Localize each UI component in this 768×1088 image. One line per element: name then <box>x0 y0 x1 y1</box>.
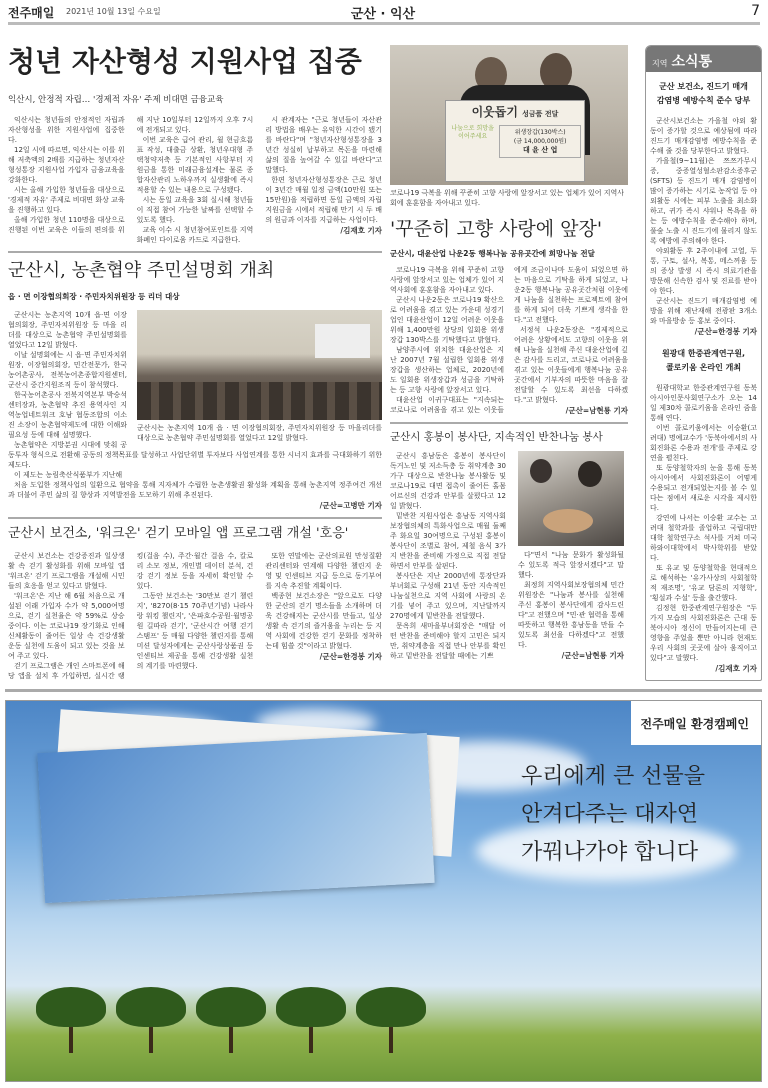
sidebar-item1-byline: /군산=한경봉 기자 <box>694 327 757 336</box>
paragraph: 문옥희 새마을부녀회장은 "매달 어떤 반찬을 준비해야 할지 고민은 되지만, 취약계층을 직접 만나 안부를 확인하고 밑반찬을 전달할 때에는 기쁘 <box>390 622 506 660</box>
article2-byline: /군산=고병만 기자 <box>319 501 382 510</box>
sidebar-item1-body <box>646 116 761 337</box>
left-column <box>8 45 382 681</box>
environment-campaign-ad <box>5 700 762 1082</box>
article5-body-col2-wrap <box>518 451 624 661</box>
paragraph: 최정희 지역사회보장협의체 민간위원장은 "나눔과 봉사를 실천해 주신 홍봉이 봉사단에게 감사드린다"고 전했으며 "민·관 협력을 통해 따뜻하고 행복한 흥남동을 만들 수 있도록 최선을 다하겠다"고 전했다. <box>518 581 624 649</box>
article5-body-col1 <box>390 451 506 661</box>
paragraph: 익산시는 청년들의 안정적인 자립과 자산형성을 위한 지원사업에 집중한다. <box>8 116 125 144</box>
article1-byline: /김재호 기자 <box>340 226 382 235</box>
paragraph: 봉사단은 지난 2000년에 통장단과 부녀회로 구성해 21년 동안 지속적인 나눔실천으로 지역 사회에 사랑의 온기를 넣어 주고 있으며, 지난달까지 270명에게 밑반찬을 전달했다. <box>390 572 506 620</box>
paragraph: 백종현 보건소장은 "앞으로도 다양한 군산의 걷기 명소들을 소개하며 더욱 건강해지는 군산시를 만들고, 일상생활 속 걷기의 즐거움을 누리는 등 지역 사회에 건강한 걷기 문화를 정착하는데 힘쓸 것"이라고 밝혔다. <box>265 592 382 650</box>
article2-photo-caption: 군산시는 농촌지역 10개 읍 · 면 이장협의회장, 주민자치위원장 등 마을리더를 대상으로 농촌협약 주민설명회를 열었다고 12일 밝혔다. <box>137 424 382 442</box>
paragraph: '워크온'은 지난 해 6월 처음으로 개설된 이래 가입자 수가 약 5,000여명으로, 걷기 실천율은 약 59%로 상승중이다. 이는 코로나19 장기화로 인해 신체활동이 줄어든 일상 속 건강생활 운동 실천에 도움이 되고 있는 것을 보여 주고 있다. <box>8 592 125 660</box>
person <box>530 459 552 483</box>
ad-slogan-line3: 가꿔나가야 합니다 <box>521 840 699 865</box>
article4-photo-donation <box>390 45 628 185</box>
article4-subheadline: 군산시, 대윤산업 나운2동 행복나눔 공유곳간에 희망나눔 전달 <box>390 249 595 258</box>
sidebar-label: 지역 <box>652 59 668 68</box>
paragraph: 시는 동일 교육을 3회 실시해 청년들이 직접 참여 가능한 날짜를 선택할 수 있도록 했다. <box>136 196 254 224</box>
article4-byline: /군산=남현룡 기자 <box>565 406 628 415</box>
article1-body <box>8 115 382 245</box>
paragraph: 대윤산업 이귀구대표는 "지속되는 코로나로 어려움을 겪고 있는 이웃들에게 조금이나마 도움이 되었으면 하는 마음으로 기탁을 하게 되었고, 나운2동 행복나눔 공유곳간처럼 이웃에게 나눔을 실천하는 프로젝트에 참여를 하게 되어 더욱 기쁘게 생각을 한다."고 전했다. <box>390 266 628 414</box>
paragraph: 시는 올해 가입한 청년들을 대상으로 '경제적 자유' 주제로 비대면 화상 교육을 진행하고 있다. <box>8 186 125 214</box>
paragraph: 강연에 나서는 이승환 교수는 고려대 철학과를 졸업하고 국립대만대학 철학연구소 석사를 거쳐 미국 하와이대학에서 박사학위를 받았다. <box>650 514 757 562</box>
paragraph: 야외활동 후 2주이내에 고열, 두통, 구토, 설사, 복통, 메스꺼움 등의 증상 발생 시 즉시 의료기관을 방문해 신속한 검사 및 진료를 받아야 한다. <box>650 247 757 295</box>
tree-icon <box>116 987 186 1053</box>
paragraph: 또 유교 및 동양철학을 현대적으로 해석하는 '유가사상의 사회철학적 재조명', '유교 담론의 지형학', '횡설과 수설' 등을 출간했다. <box>650 564 757 602</box>
middle-column <box>388 45 628 661</box>
paragraph: 올해 가입한 청년 110명을 대상으로 진행된 이번 교육은 이들의 편의를 위해 지난 10일부터 12일까지 오후 7시에 전개되고 있다. <box>8 116 254 234</box>
paragraph: 코로나19 극복을 위해 꾸준히 고향 사랑에 앞장서고 있는 업체가 있어 지역사회에 훈훈함을 자아내고 있다. <box>390 266 504 294</box>
article4-body <box>390 265 628 416</box>
article4-headline: '꾸준히 고향 사랑에 앞장' <box>390 218 603 240</box>
article5-body-col2 <box>518 550 624 661</box>
paragraph: 군산시는 농촌지역 10개 읍·면 이장협의회장, 주민자치위원장 등 마을 리더를 대상으로 농촌협약 주민설명회를 열었다고 12일 밝혔다. <box>8 311 127 349</box>
local-news-sidebar <box>645 45 762 681</box>
sidebar-item1-title-line1: 군산 보건소, 진드기 매개 <box>659 82 748 91</box>
article1-headline: 청년 자산형성 지원사업 집중 <box>8 45 362 78</box>
bowl <box>543 509 593 533</box>
paragraph: 군산시 보건소는 건강증진과 일상생활 속 걷기 활성화를 위해 모바일 앱 '워크온' 걷기 프로그램을 개설해 시민들의 호응을 얻고 있다고 밝혔다. <box>8 552 125 590</box>
divider <box>8 251 382 253</box>
tree-icon <box>36 987 106 1053</box>
paragraph: 이번 교육은 급여 관리, 월 현금흐름표 작성, 대출금 상환, 청년우대형 주택청약저축 등 기본적인 사항부터 지원금을 통한 미래금융설계는 물론 종합자산관리 노하우까지 실생활에 즉시 적용할 수 있는 내용으로 구성됐다. <box>136 136 254 194</box>
ad-campaign-name: 전주매일 환경캠페인 <box>640 717 749 731</box>
paragraph: 시 관계자는 "근로 청년들이 자산관리 방법을 배우는 유익한 시간이 됐기를 바란다"며 "청년자산형성통장을 3년간 성실히 납부하고 목돈을 마련해 삶의 질을 높여갈 수 있길 바란다"고 말했다. <box>265 116 382 174</box>
paragraph: 다"면서 "나눔 문화가 활성화될 수 있도록 적극 앞장서겠다"고 말했다. <box>518 551 624 579</box>
divider <box>8 517 382 519</box>
sidebar-title: 소식통 <box>671 54 713 70</box>
sign-item: 위생장갑(130박스) <box>514 129 566 136</box>
paragraph: 이날 설명회에는 시 읍·면 주민자치위원장, 이장협의회장, 민간전문가, 한국농어촌공사, 전북농어촌종합지원센터, 군산시 중간지원조직 등이 참석했다. <box>8 351 127 389</box>
divider <box>390 422 628 424</box>
tree-icon <box>356 987 426 1053</box>
paragraph: 12일 시에 따르면, 익산시는 이를 위해 저축액의 2배를 지급하는 청년자산형성통장 지원사업 가입자 금융교육을 강화한다. <box>8 146 125 184</box>
issue-date: 2021년 10월 13일 수요일 <box>66 7 161 16</box>
sidebar-item2-title-line2: 콜로키움 온라인 개최 <box>665 363 742 372</box>
paragraph: 이번 콜로키움에서는 이승환(고려대) 명예교수가 '동북아에서의 사회진화론 수용과 전개'를 주제로 강연을 펼친다. <box>650 424 757 462</box>
article3-byline: /군산=한경봉 기자 <box>319 652 382 661</box>
tree-icon <box>196 987 266 1053</box>
paragraph: 군산시 흥남동은 홍봉이 봉사단이 독거노인 및 저소득층 등 취약계층 30가구 대상으로 반찬나눔 봉사활동 및 코로나19로 대면 접촉이 줄어든 홀몸 어르신의 건강과 안부를 살폈다고 12일 밝혔다. <box>390 452 506 510</box>
paragraph: 남양주시에 위치한 대윤산업은 지난 2007년 7월 설립한 일회용 위생장갑을 생산하는 업체로, 2020년에도 일회용 위생장갑과 성금을 기탁하는 등 고향 사랑에 앞장서고 있다. <box>390 346 504 394</box>
person <box>578 461 602 487</box>
donation-sign <box>445 100 585 182</box>
page-header <box>8 3 760 21</box>
article3-body <box>8 551 382 681</box>
paragraph: 또 동양철학자의 눈을 통해 동북아시아에서 사회진화론이 어떻게 수용되고 전개되었는지를 볼 수 있다는 점에서 새로운 시각을 제시한다. <box>650 464 757 512</box>
ad-slogan-line2: 안겨다주는 대자연 <box>521 802 699 827</box>
paragraph: 군산시 나운2동은 코로나19 확산으로 어려움을 겪고 있는 가운데 성경기업인 대윤산업이 12일 어려운 이웃을 위해 1,400만원 상당의 일회용 위생장갑 130박스를 기탁했다고 밝혔다. <box>390 296 504 344</box>
article1-subheadline: 익산시, 안정적 자립… '경제적 자유' 주제 비대면 금융교육 <box>8 95 224 105</box>
paragraph: 걷기 프로그램은 개인 스마트폰에 해당 앱을 설치 후 가입하면, 실시간 랭킹(걸음 수), 주간·월간 걸음 수, 칼로리 소모 정보, 개인별 데이터 분석, 건강 걷기 정보 등을 자세히 확인할 수 있다. <box>8 552 254 680</box>
paragraph: 서정석 나운2동장은 "경제적으로 어려운 상황에서도 고향의 이웃을 위해 나눔을 실천해 주신 대윤산업에 깊은 감사를 드리고, 코로나로 어려움을 겪고 있는 이웃들에게 행복나눔 공유곳간에서 기부자의 따뜻한 마음을 잘 전달할 수 있도록 최선을 다하겠다."고 밝혔다. <box>514 326 628 404</box>
header-rule <box>8 22 760 25</box>
sidebar-item2-byline: /김재호 기자 <box>715 664 757 673</box>
article3-headline: 군산시 보건소, '워크온' 걷기 모바일 앱 프로그램 개설 '호응' <box>8 526 349 541</box>
page-columns <box>8 45 762 681</box>
photo-card-sky <box>37 733 434 903</box>
paragraph: 또한 연말에는 군산의료원 만성질환관리센터와 연계해 다양한 챌린지 운영 및 인센티브 지급 등으로 동기부여를 지속 추진할 계획이다. <box>265 552 382 590</box>
masthead: 전주매일 <box>8 6 55 20</box>
paragraph: 처음 도입한 정책사업의 일환으로 협약을 통해 지자체가 수립한 농촌생활권 활성화 계획을 통해 농촌지역 정주여건 개선과 더불어 주민 삶의 질 향상과 지역발전을 도모하기 위해 추진된다. <box>8 481 382 499</box>
sidebar-header <box>646 46 761 72</box>
article5-headline: 군산시 홍봉이 봉사단, 지속적인 반찬나눔 봉사 <box>390 431 603 443</box>
sign-title: 이웃돕기 <box>471 105 518 119</box>
article5-body <box>390 451 628 661</box>
section-title: 군산 · 익산 <box>350 7 416 22</box>
paragraph: 군산시는 진드기 매개감염병 예방을 위해 재난재해 전광판 3개소와 마을방송 등 홍보 중이다. <box>650 297 757 325</box>
article2-figure <box>137 310 382 443</box>
paragraph: 원광대학교 한중관계연구원 동북아시아인문사회연구소가 오는 14일 제30차 콜로키움을 온라인 줌을 통해 연다. <box>650 384 757 422</box>
paragraph: 밑반찬 지원사업은 흥남동 지역사회보장협의체의 특화사업으로 매월 둘째 주 화요일 30여명으로 구성된 홍봉이 봉사단이 조별로 참여, 제철 음식 3가지 반찬을 준비해 가정으로 직접 전달하면서 안부를 살핀다. <box>390 512 506 570</box>
page-number: 7 <box>751 3 760 19</box>
ad-divider <box>5 689 762 692</box>
paragraph: 한편 청년자산형성통장은 근로 청년이 3년간 매월 일정 금액(10만원 또는 15만원)을 적립하면 동일 금액의 자립 지원금을 시에서 적립해 만기 시 두 배의 원금과 이자를 지급하는 사업이다. <box>265 176 382 224</box>
paragraph: 군산시보건소는 가을철 야외 활동이 증가할 것으로 예상됨에 따라 진드기 매개감염병 예방수칙을 준수해 줄 것을 당부한다고 밝혔다. <box>650 117 757 155</box>
article2-body <box>8 310 382 511</box>
sidebar-item2-title-line1: 원광대 한중관계연구원, <box>661 349 746 358</box>
article5-byline: /군산=남현룡 기자 <box>561 651 624 660</box>
sidebar-item1-title-line2: 감염병 예방수칙 준수 당부 <box>656 96 751 105</box>
sign-amount: (금 14,000,000원) <box>513 138 567 145</box>
paragraph: 가을철(9~11월)은 쯔쯔가무시증, 중증열성혈소판감소증후군(SFTS) 등 진드기 매개 감염병이 많이 증가하는 시기로 농작업 등 야외활동 시에는 피부 노출을 최소화하고, 귀가 즉시 샤워나 목욕을 하는 등 예방수칙을 준수해야 하며, 풀숲 노출 시 진드기에 물리지 않도록 예방에 주의해야 한다. <box>650 157 757 245</box>
paragraph: 김정현 한중관계연구원장은 "두 가지 모습의 사회진화론은 근대 동북아시아 정신이 만들어지는데 큰 영향을 주었을 뿐만 아니라 현재도 우리 사회의 곳곳에 살아 움직이고 있다"고 말했다. <box>650 604 757 662</box>
paragraph: 교육 이수 시 청년참여포인트를 지역화폐인 다이로움 카드로 지급한다. <box>136 226 254 244</box>
projection-screen <box>315 324 370 358</box>
article5-photo-volunteers <box>518 451 624 546</box>
paragraph: 그동안 보건소는 '30만보 걷기 챌린지', '8270(8·15 70주년기념) 나라사랑 워킹 챌린지', '은파호수공원·월명공원 길따라 걷기', '군산시간 여행 걷기 스탬프' 등 매월 다양한 챌린지를 통해 미션 달성자에게는 군산사랑상품권 등 인센티브 제공을 통해 건강생활 실천의 계기를 마련했다. <box>136 592 254 670</box>
sign-title-suffix: 성금품 전달 <box>522 110 559 118</box>
ad-slogan-line1: 우리에게 큰 선물을 <box>521 764 706 789</box>
sign-donor: 대 윤 산 업 <box>522 146 558 154</box>
article2-subheadline: 읍 · 면 이장협의회장 · 주민자치위원장 등 리더 대상 <box>8 292 180 301</box>
tree-icon <box>276 987 346 1053</box>
audience <box>137 382 382 420</box>
sign-slogan: 나눔으로 희망을 이어주세요 <box>451 125 494 140</box>
article2-photo-meeting <box>137 310 382 420</box>
article4-photo-caption: 코로나19 극복을 위해 꾸준히 고향 사랑에 앞장서고 있는 업체가 있어 지역사회에 훈훈함을 자아내고 있다. <box>390 189 625 207</box>
paragraph: 이 제도는 농림축산식품부가 지난해 <box>14 471 123 479</box>
paragraph: 농촌협약은 지방분권 시대에 맞춰 공동투자 형식으로 전환해 공동의 정책목표를 달성하고 사업단위별 투자보다 사업연계를 통한 시너지 효과를 극대화하기 위한 제도다. <box>8 441 382 469</box>
sidebar-item2-body <box>646 383 761 674</box>
article2-headline: 군산시, 농촌협약 주민설명회 개최 <box>8 260 275 281</box>
paragraph: 한국농어촌공사 전북지역본부 박승석 센터장과, 농촌협약 추진 용역사인 지역농업네트워크 호남 협동조합의 이소진 소장이 농촌협약제도에 대한 이해와 필요성 등에 대해 설명했다. <box>8 391 127 439</box>
